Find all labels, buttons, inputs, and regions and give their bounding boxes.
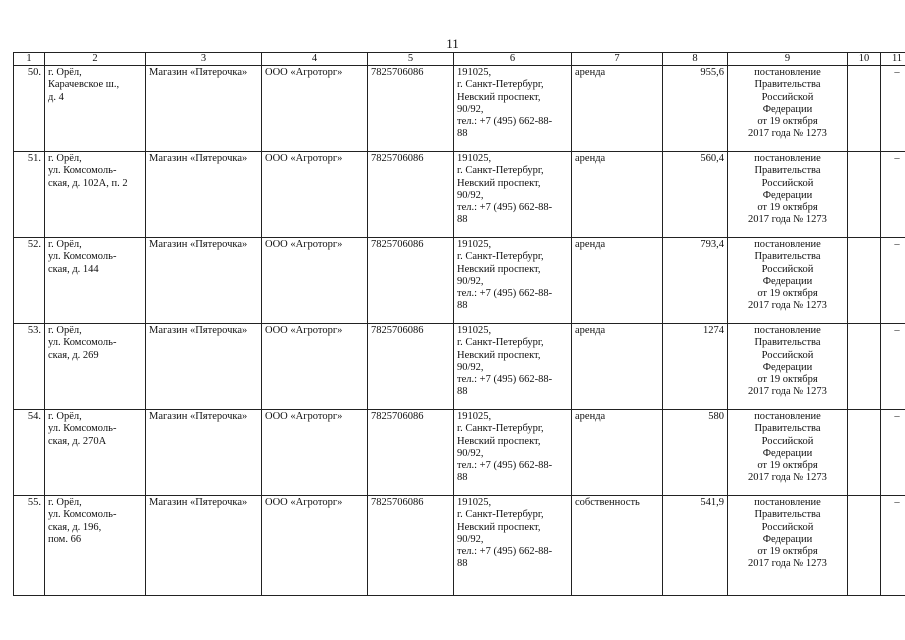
- area: 580: [663, 410, 728, 496]
- page-number: 11: [446, 36, 459, 51]
- object-address: г. Орёл, ул. Комсомоль- ская, д. 196, пом. 66: [45, 496, 146, 596]
- object-address: г. Орёл, ул. Комсомоль- ская, д. 269: [45, 324, 146, 410]
- inn: 7825706086: [368, 324, 454, 410]
- organization-address: 191025, г. Санкт-Петербург, Невский проспект, 90/92, тел.: +7 (495) 662-88- 88: [454, 410, 572, 496]
- object-name: Магазин «Пятерочка»: [146, 324, 262, 410]
- registry-table: [13, 52, 905, 596]
- object-address: г. Орёл, ул. Комсомоль- ская, д. 270А: [45, 410, 146, 496]
- organization-address: 191025, г. Санкт-Петербург, Невский проспект, 90/92, тел.: +7 (495) 662-88- 88: [454, 496, 572, 596]
- organization-address: 191025, г. Санкт-Петербург, Невский проспект, 90/92, тел.: +7 (495) 662-88- 88: [454, 66, 572, 152]
- legal-basis: постановление Правительства Российской Федерации от 19 октября 2017 года № 1273: [728, 496, 848, 596]
- column-11-cell: –: [881, 152, 905, 238]
- object-name: Магазин «Пятерочка»: [146, 496, 262, 596]
- ownership-type: аренда: [572, 152, 663, 238]
- table-row: [14, 496, 905, 596]
- column-11-cell: –: [881, 410, 905, 496]
- column-header: 7: [572, 53, 663, 66]
- area: 541,9: [663, 496, 728, 596]
- object-address: г. Орёл, ул. Комсомоль- ская, д. 102А, п. 2: [45, 152, 146, 238]
- area: 955,6: [663, 66, 728, 152]
- column-10-cell: [848, 152, 881, 238]
- ownership-type: аренда: [572, 66, 663, 152]
- table-row: [14, 152, 905, 238]
- column-header: 2: [45, 53, 146, 66]
- column-header: 6: [454, 53, 572, 66]
- row-number: 53.: [14, 324, 45, 410]
- object-name: Магазин «Пятерочка»: [146, 238, 262, 324]
- column-10-cell: [848, 238, 881, 324]
- column-10-cell: [848, 410, 881, 496]
- column-header: 3: [146, 53, 262, 66]
- table-row: [14, 410, 905, 496]
- ownership-type: аренда: [572, 324, 663, 410]
- column-header: 10: [848, 53, 881, 66]
- object-address: г. Орёл, Карачевское ш., д. 4: [45, 66, 146, 152]
- column-header: 8: [663, 53, 728, 66]
- organization: ООО «Агроторг»: [262, 324, 368, 410]
- area: 1274: [663, 324, 728, 410]
- area: 793,4: [663, 238, 728, 324]
- row-number: 55.: [14, 496, 45, 596]
- area: 560,4: [663, 152, 728, 238]
- column-11-cell: –: [881, 66, 905, 152]
- organization: ООО «Агроторг»: [262, 496, 368, 596]
- row-number: 54.: [14, 410, 45, 496]
- column-11-cell: –: [881, 238, 905, 324]
- table-row: [14, 66, 905, 152]
- object-name: Магазин «Пятерочка»: [146, 152, 262, 238]
- column-header: 9: [728, 53, 848, 66]
- ownership-type: собственность: [572, 496, 663, 596]
- row-number: 52.: [14, 238, 45, 324]
- legal-basis: постановление Правительства Российской Федерации от 19 октября 2017 года № 1273: [728, 238, 848, 324]
- object-address: г. Орёл, ул. Комсомоль- ская, д. 144: [45, 238, 146, 324]
- column-11-cell: –: [881, 324, 905, 410]
- legal-basis: постановление Правительства Российской Федерации от 19 октября 2017 года № 1273: [728, 324, 848, 410]
- column-10-cell: [848, 496, 881, 596]
- column-header: 4: [262, 53, 368, 66]
- inn: 7825706086: [368, 152, 454, 238]
- inn: 7825706086: [368, 238, 454, 324]
- legal-basis: постановление Правительства Российской Федерации от 19 октября 2017 года № 1273: [728, 152, 848, 238]
- inn: 7825706086: [368, 66, 454, 152]
- row-number: 51.: [14, 152, 45, 238]
- legal-basis: постановление Правительства Российской Федерации от 19 октября 2017 года № 1273: [728, 66, 848, 152]
- object-name: Магазин «Пятерочка»: [146, 410, 262, 496]
- column-11-cell: –: [881, 496, 905, 596]
- inn: 7825706086: [368, 410, 454, 496]
- row-number: 50.: [14, 66, 45, 152]
- organization: ООО «Агроторг»: [262, 410, 368, 496]
- organization: ООО «Агроторг»: [262, 152, 368, 238]
- column-header: 11: [881, 53, 905, 66]
- organization-address: 191025, г. Санкт-Петербург, Невский проспект, 90/92, тел.: +7 (495) 662-88- 88: [454, 152, 572, 238]
- legal-basis: постановление Правительства Российской Федерации от 19 октября 2017 года № 1273: [728, 410, 848, 496]
- ownership-type: аренда: [572, 410, 663, 496]
- organization: ООО «Агроторг»: [262, 238, 368, 324]
- ownership-type: аренда: [572, 238, 663, 324]
- table-row: [14, 324, 905, 410]
- object-name: Магазин «Пятерочка»: [146, 66, 262, 152]
- column-10-cell: [848, 66, 881, 152]
- table-row: [14, 238, 905, 324]
- column-header: 1: [14, 53, 45, 66]
- column-10-cell: [848, 324, 881, 410]
- column-numbers-row: [14, 53, 905, 66]
- organization: ООО «Агроторг»: [262, 66, 368, 152]
- organization-address: 191025, г. Санкт-Петербург, Невский проспект, 90/92, тел.: +7 (495) 662-88- 88: [454, 324, 572, 410]
- column-header: 5: [368, 53, 454, 66]
- inn: 7825706086: [368, 496, 454, 596]
- organization-address: 191025, г. Санкт-Петербург, Невский проспект, 90/92, тел.: +7 (495) 662-88- 88: [454, 238, 572, 324]
